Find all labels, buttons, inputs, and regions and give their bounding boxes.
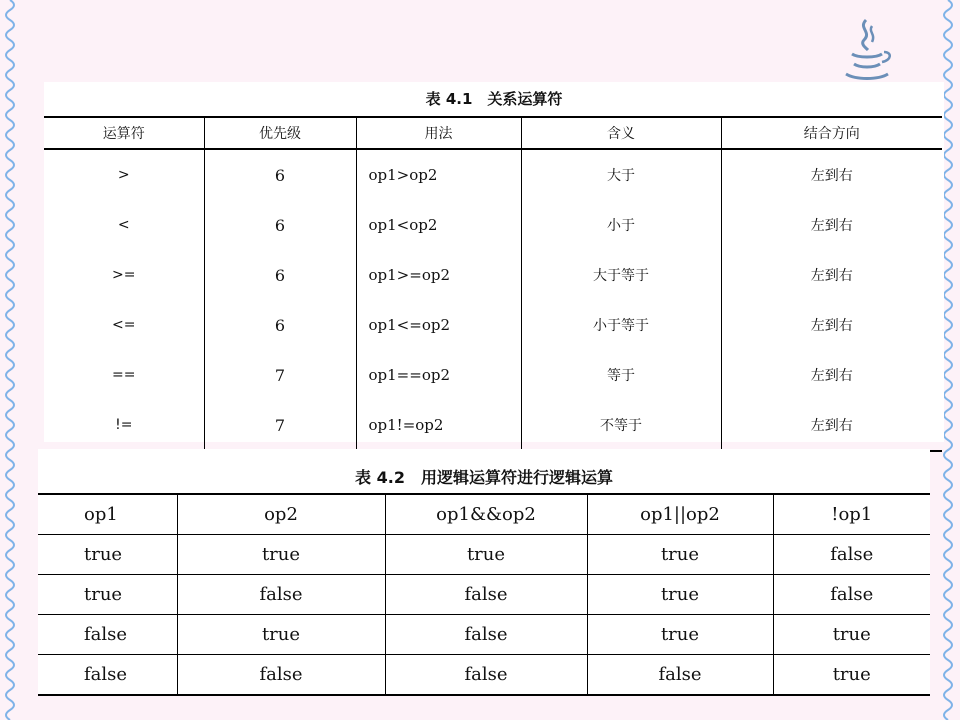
logical-operators-table (38, 493, 930, 696)
meaning-cell: 小于等于 (521, 300, 721, 350)
operator-cell: < (117, 217, 130, 233)
table-row (38, 655, 930, 696)
table-row (44, 300, 942, 350)
and-cell: false (385, 655, 587, 696)
associativity-cell: 左到右 (721, 200, 942, 250)
or-cell: true (587, 615, 773, 655)
table-row (44, 400, 942, 451)
op2-cell: false (177, 655, 385, 696)
operator-cell: > (117, 167, 130, 183)
and-cell: false (385, 575, 587, 615)
usage-cell: op1<op2 (356, 200, 521, 250)
col-and: op1&&op2 (385, 494, 587, 535)
col-usage: 用法 (356, 117, 521, 149)
precedence-cell: 7 (204, 350, 356, 400)
associativity-cell: 左到右 (721, 400, 942, 451)
precedence-cell: 6 (204, 300, 356, 350)
operator-cell: <= (112, 317, 136, 333)
col-operator: 运算符 (44, 117, 204, 149)
not-cell: false (773, 535, 930, 575)
table-row (44, 149, 942, 200)
operator-cell: == (112, 367, 136, 383)
left-wavy-border (0, 0, 24, 720)
table-row (38, 575, 930, 615)
usage-cell: op1<=op2 (356, 300, 521, 350)
precedence-cell: 6 (204, 149, 356, 200)
associativity-cell: 左到右 (721, 149, 942, 200)
usage-cell: op1>op2 (356, 149, 521, 200)
table-row (44, 350, 942, 400)
table-row (44, 200, 942, 250)
table1-header-row (44, 117, 942, 149)
operator-cell: != (44, 400, 204, 451)
table-row (38, 535, 930, 575)
relational-operators-table (44, 116, 942, 452)
meaning-cell: 不等于 (521, 400, 721, 451)
usage-cell: op1>=op2 (356, 250, 521, 300)
col-op1: op1 (38, 494, 177, 535)
precedence-cell: 7 (204, 400, 356, 451)
col-associativity: 结合方向 (721, 117, 942, 149)
java-cup-icon (836, 8, 896, 88)
not-cell: true (773, 655, 930, 696)
op1-cell: false (38, 655, 177, 696)
usage-cell: op1!=op2 (356, 400, 521, 451)
associativity-cell: 左到右 (721, 350, 942, 400)
col-not: !op1 (773, 494, 930, 535)
col-precedence: 优先级 (204, 117, 356, 149)
meaning-cell: 大于等于 (521, 250, 721, 300)
op2-cell: true (177, 615, 385, 655)
precedence-cell: 6 (204, 250, 356, 300)
relational-operators-panel (44, 82, 944, 442)
meaning-cell: 等于 (521, 350, 721, 400)
op1-cell: true (38, 575, 177, 615)
col-meaning: 含义 (521, 117, 721, 149)
table-row (38, 615, 930, 655)
not-cell: false (773, 575, 930, 615)
or-cell: true (587, 535, 773, 575)
col-op2: op2 (177, 494, 385, 535)
not-cell: true (773, 615, 930, 655)
logical-operators-panel (38, 449, 930, 695)
table-row (44, 250, 942, 300)
meaning-cell: 小于 (521, 200, 721, 250)
operator-cell: >= (112, 267, 136, 283)
table2-caption: 表 4.2 用逻辑运算符进行逻辑运算 (355, 468, 613, 487)
table2-header-row (38, 494, 930, 535)
or-cell: true (587, 575, 773, 615)
precedence-cell: 6 (204, 200, 356, 250)
op2-cell: true (177, 535, 385, 575)
op1-cell: false (38, 615, 177, 655)
and-cell: true (385, 535, 587, 575)
op2-cell: false (177, 575, 385, 615)
and-cell: false (385, 615, 587, 655)
op1-cell: true (38, 535, 177, 575)
table1-caption: 表 4.1 关系运算符 (425, 90, 563, 108)
or-cell: false (587, 655, 773, 696)
col-or: op1||op2 (587, 494, 773, 535)
usage-cell: op1==op2 (356, 350, 521, 400)
associativity-cell: 左到右 (721, 250, 942, 300)
meaning-cell: 大于 (521, 149, 721, 200)
associativity-cell: 左到右 (721, 300, 942, 350)
